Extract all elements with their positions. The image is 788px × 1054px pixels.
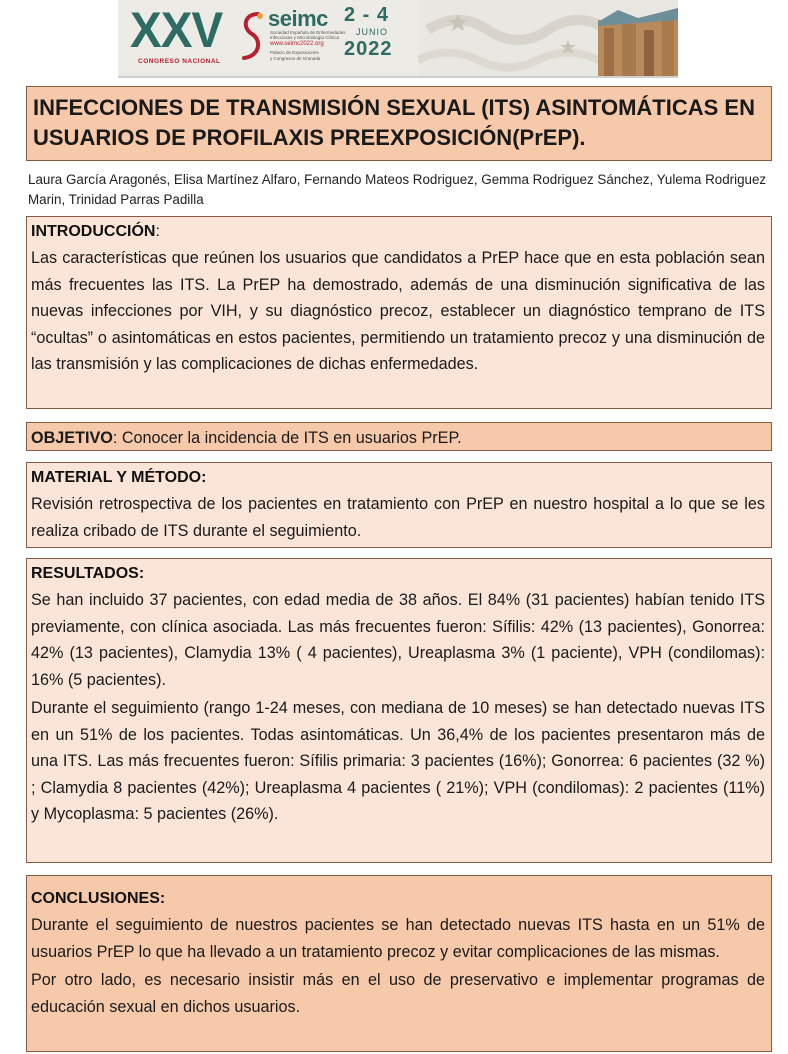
brand-name: seimc bbox=[268, 6, 328, 31]
congress-dates: 2 - 4 bbox=[344, 4, 390, 26]
conclusiones-paragraph-1: Durante el seguimiento de nuestros pacientes se han detectado nuevas ITS hasta en un 51% de usuarios PrEP lo que ha llevado a un tratamiento precoz y evitar complicaciones de las mismas. bbox=[31, 916, 765, 961]
congress-numeral: XXV bbox=[130, 2, 223, 58]
brand-line-1: Sociedad Española de Enfermedades bbox=[270, 30, 346, 35]
section-introduccion bbox=[26, 216, 772, 409]
resultados-paragraph-2: Durante el seguimiento (rango 1-24 meses, con mediana de 10 meses) se han detectado nuevas ITS en un 51% de los pacientes. Todas asintomáticas. Un 36,4% de los pacientes presentaron más de una ITS. Las más frecuentes fueron: Sífilis primaria: 3 pacientes (16%); Gonorrea: 6 pacientes (32 %) ; Clamydia 8 pacientes (42%); Ureaplasma 4 pacientes ( 21%); VPH (condilomas): 2 pacientes (11%) y Mycoplasma: 5 pacientes (26%). bbox=[31, 699, 765, 823]
resultados-paragraph-1: Se han incluido 37 pacientes, con edad media de 38 años. El 84% (31 pacientes) habían tenido ITS previamente, con clínica asociada. Las más frecuentes fueron: Sífilis: 42% (13 pacientes), Gonorrea: 42% (13 pacientes), Clamydia 13% ( 4 pacientes), Ureaplasma 3% (1 paciente), VPH (condilomas): 16% (5 pacientes). bbox=[31, 591, 765, 689]
congress-year: 2022 bbox=[344, 38, 393, 60]
brand-line-2: Infecciosas y Microbiología Clínica bbox=[270, 35, 340, 40]
congress-banner bbox=[118, 0, 678, 78]
banner-decoration-icon bbox=[418, 0, 678, 78]
congress-url: www.seimc2022.org bbox=[270, 41, 324, 47]
objetivo-line bbox=[31, 425, 765, 451]
venue-line-2: y Congresos de Granada bbox=[270, 56, 321, 61]
section-resultados bbox=[26, 558, 772, 863]
seimc-logo-icon bbox=[236, 8, 266, 64]
metodo-heading: MATERIAL Y MÉTODO: bbox=[31, 469, 207, 486]
conclusiones-paragraph-2: Por otro lado, es necesario insistir más en el uso de preservativo e implementar programas de educación sexual en dichos usuarios. bbox=[31, 971, 765, 1016]
section-material-metodo bbox=[26, 462, 772, 548]
poster-title-box bbox=[26, 86, 772, 161]
venue-line-1: Palacio de Exposiciones bbox=[270, 50, 319, 55]
section-conclusiones bbox=[26, 875, 772, 1052]
section-objetivo bbox=[26, 422, 772, 451]
metodo-body: Revisión retrospectiva de los pacientes en tratamiento con PrEP en nuestro hospital a lo que se les realiza cribado de ITS durante el seguimiento. bbox=[31, 495, 765, 540]
objetivo-heading: OBJETIVO bbox=[31, 429, 113, 447]
introduccion-body: Las características que reúnen los usuarios que candidatos a PrEP hace que en esta población sean más frecuentes las ITS. La PrEP ha demostrado, además de una disminución significativa de las nuevas infecciones por VIH, y su diagnóstico precoz, establecer un diagnóstico temprano de ITS “ocultas” o asintomáticas en estos pacientes, permitiendo un tratamiento precoz y una disminución de las transmisión y las complicaciones de dichas enfermedades. bbox=[31, 249, 765, 373]
objetivo-body: : Conocer la incidencia de ITS en usuarios PrEP. bbox=[112, 429, 462, 447]
introduccion-heading-line bbox=[31, 219, 765, 245]
conclusiones-heading: CONCLUSIONES: bbox=[31, 890, 166, 907]
introduccion-colon: : bbox=[155, 223, 160, 240]
resultados-heading: RESULTADOS: bbox=[31, 565, 145, 582]
poster-title: INFECCIONES DE TRANSMISIÓN SEXUAL (ITS) ASINTOMÁTICAS EN USUARIOS DE PROFILAXIS PREEXPOSICIÓN(PrEP). bbox=[33, 95, 755, 150]
introduccion-heading: INTRODUCCIÓN bbox=[31, 223, 156, 240]
congress-label: CONGRESO NACIONAL bbox=[138, 58, 221, 65]
congress-month: JUNIO bbox=[356, 27, 388, 37]
authors-list: Laura García Aragonés, Elisa Martínez Alfaro, Fernando Mateos Rodriguez, Gemma Rodriguez Sánchez, Yulema Rodriguez Marin, Trinidad Parras Padilla bbox=[28, 172, 767, 207]
